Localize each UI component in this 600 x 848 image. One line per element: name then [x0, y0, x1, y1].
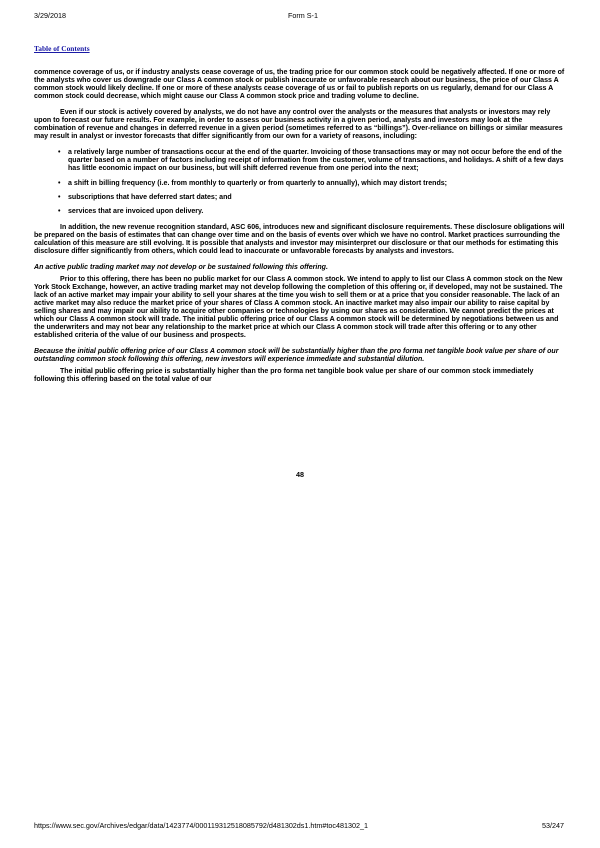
list-item-text: a shift in billing frequency (i.e. from monthly to quarterly or from quarterly to annually), which may distort trends; [68, 179, 448, 187]
paragraph-asc606: In addition, the new revenue recognition standard, ASC 606, introduces new and significant disclosure requirements. These disclosure obligations will be prepared on the basis of estimates that can change over time and on the basis of events over which we have no control. Market practices surrounding the calculation of this measure are still evolving. It is possible that analysts and investor may misinterpret our disclosure or that our methods for estimating this disclosure differ significantly from others, which could lead to inaccurate or unfavorable forecasts by analysts and investors. [34, 223, 565, 255]
bullet-glyph: • [58, 179, 61, 187]
footer-url: https://www.sec.gov/Archives/edgar/data/1423774/000119312518085792/d481302ds1.htm#toc481302_1 [34, 821, 368, 830]
footer-page-count: 53/247 [542, 821, 564, 830]
document-body [34, 69, 566, 384]
paragraph-trading-market: Prior to this offering, there has been no public market for our Class A common stock. We intend to apply to list our Class A common stock on the New York Stock Exchange, however, an active trading market may not develop following the completion of this offering or, if developed, may not be sustained. The lack of an active market may impair your ability to sell your shares at the time you wish to sell them or at a price that you consider reasonable. The lack of an active market may also reduce the market price of your shares of Class A common stock. An inactive market may also impair our ability to raise capital by selling shares and may impair our ability to acquire other companies or technologies by using our shares as consideration. We cannot predict the prices at which our Class A common stock will trade. The initial public offering price of our Class A common stock will be determined by negotiations between us and the underwriters and may not bear any relationship to the market price at which our Class A common stock will trade after this offering or to any other established criteria of the value of our business and prospects. [34, 275, 563, 340]
page-number: 48 [296, 470, 304, 479]
bullet-glyph: • [58, 149, 61, 157]
list-item [34, 149, 566, 173]
table-of-contents-link[interactable]: Table of Contents [34, 44, 90, 53]
list-item-text: subscriptions that have deferred start dates; and [68, 193, 232, 201]
paragraph-dilution: The initial public offering price is substantially higher than the pro forma net tangible book value per share of our common stock immediately following this offering based on the total value of our [34, 368, 534, 384]
paragraph-analyst-coverage: commence coverage of us, or if industry analysts cease coverage of us, the trading price for our common stock could be negatively affected. If one or more of the analysts who cover us downgrade our Class A common stock or publish inaccurate or unfavorable research about our business, the price of our Class A common stock would likely decline. If one or more of these analysts cease coverage of us or fail to publish reports on us regularly, demand for our Class A common stock could decrease, which might cause our Class A common stock price and trading volume to decline. [34, 69, 565, 101]
bullet-glyph: • [58, 207, 61, 215]
section-heading-dilution: Because the initial public offering price of our Class A common stock will be substantially higher than the pro forma net tangible book value per share of our outstanding common stock following this offering, new investors will experience immediate and substantial dilution. [34, 348, 559, 364]
list-item [34, 194, 566, 202]
reasons-list [34, 149, 566, 215]
section-heading-trading-market: An active public trading market may not develop or be sustained following this offering. [34, 263, 328, 271]
list-item-text: services that are invoiced upon delivery. [68, 207, 204, 215]
bullet-glyph: • [58, 193, 61, 201]
paragraph-billings: Even if our stock is actively covered by analysts, we do not have any control over the analysts or the measures that analysts or investors may rely upon to forecast our future results. For example, in order to assess our business activity in a given period, analysts and investors may look at the combination of revenue and changes in deferred revenue in a given period (sometimes referred to as “billings”). Over-reliance on billings or similar measures may result in analyst or investor forecasts that differ significantly from our own for a variety of reasons, including: [34, 109, 563, 141]
list-item-text: a relatively large number of transactions occur at the end of the quarter. Invoicing of those transactions may or may not occur before the end of the quarter based on a number of factors including receipt of information from the customer, volume of transactions, and holidays. A shift of a few days has little economic impact on our business, but will shift deferred revenue from one period into the next; [68, 149, 564, 173]
header-date: 3/29/2018 [34, 11, 66, 20]
list-item [34, 208, 566, 216]
list-item [34, 180, 566, 188]
header-form-title: Form S-1 [288, 11, 318, 20]
